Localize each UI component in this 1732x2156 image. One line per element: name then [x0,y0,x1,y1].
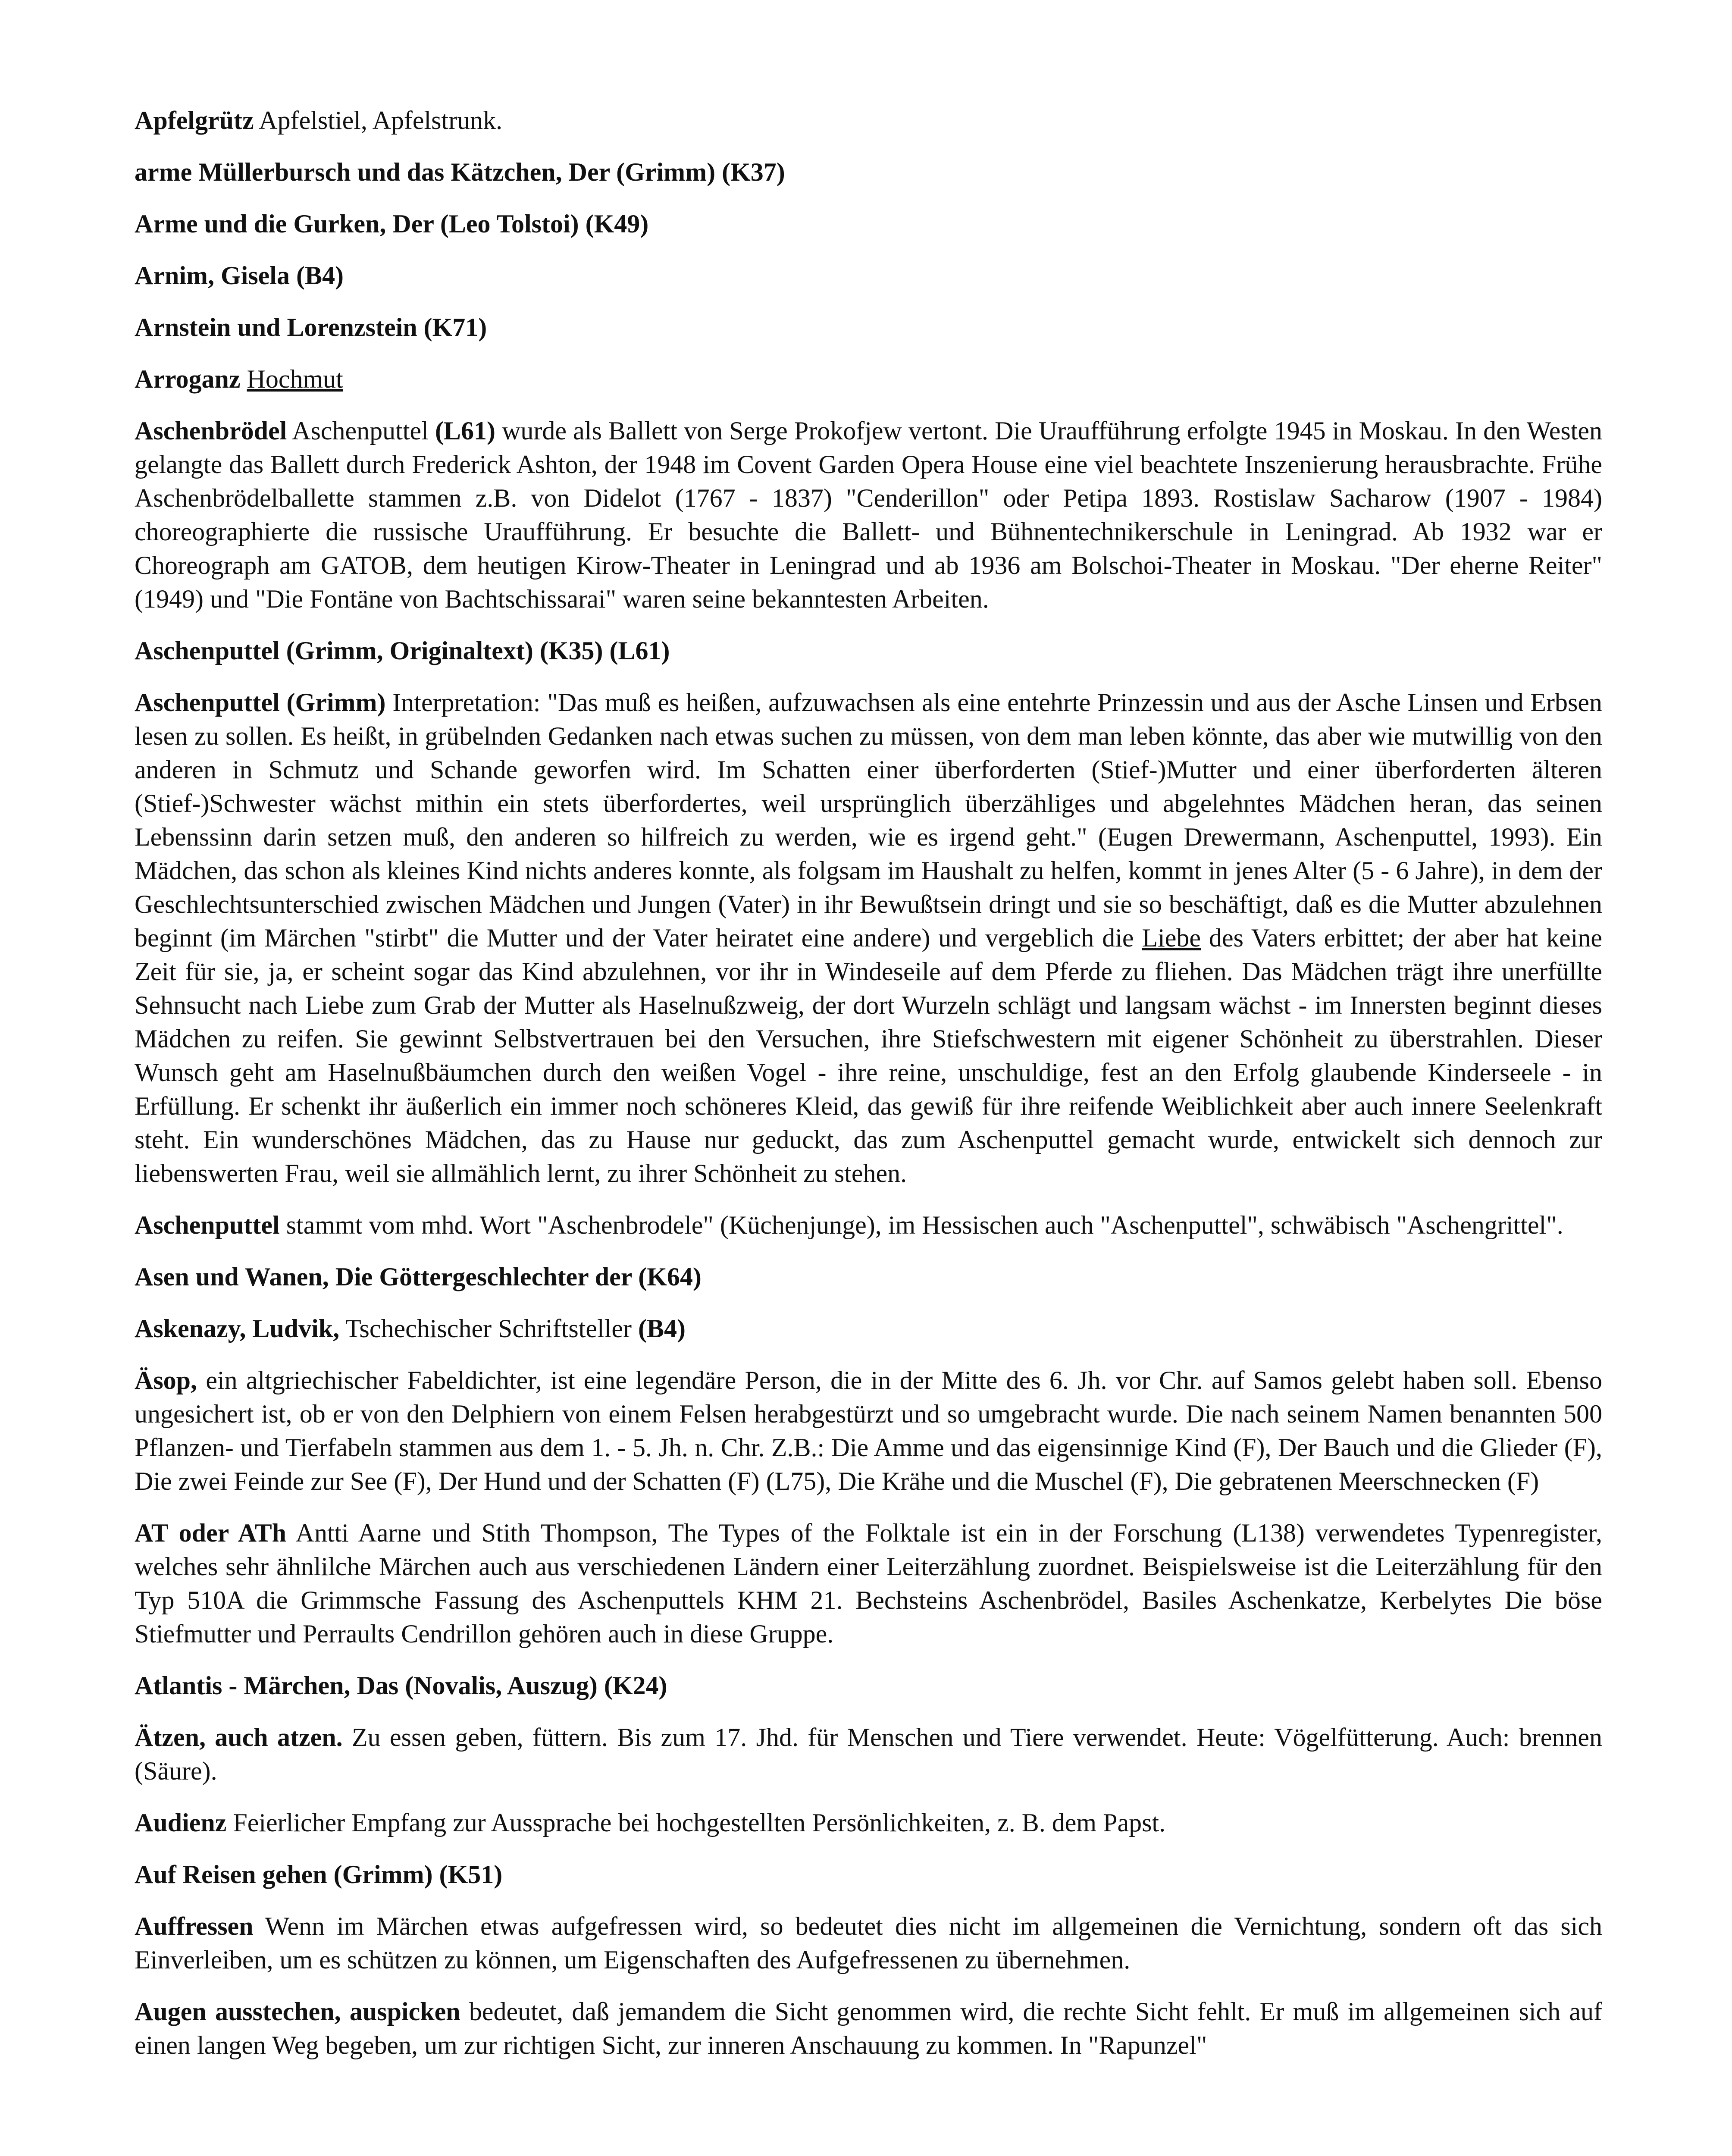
entry-heading: (L61) [435,417,495,445]
cross-reference-link[interactable]: Hochmut [247,365,343,393]
glossary-entry [135,1858,1602,1891]
glossary-entry [135,1363,1602,1498]
entry-heading: Arme und die Gurken, Der (Leo Tolstoi) (K49) [135,210,649,238]
entry-heading: Ätzen, auch atzen. [135,1723,343,1752]
entry-text: stammt vom mhd. Wort "Aschenbrodele" (Küchenjunge), im Hessischen auch "Aschenputtel", schwäbisch "Aschengrittel". [279,1211,1563,1239]
entry-text: Zu essen geben, füttern. Bis zum 17. Jhd. für Menschen und Tiere verwendet. Heute: Vögelfütterung. Auch: brennen (Säure). [135,1723,1602,1785]
glossary-entry [135,259,1602,292]
entry-heading: Aschenbrödel [135,417,287,445]
glossary-entry [135,1312,1602,1345]
entry-text: Apfelstiel, Apfelstrunk. [254,106,503,135]
entry-text [241,365,247,393]
entry-heading: Arnstein und Lorenzstein (K71) [135,313,487,342]
glossary-entry [135,1260,1602,1294]
entry-text: des Vaters erbittet; der aber hat keine Zeit für sie, ja, er scheint sogar das Kind abzulehnen, vor ihr in Windeseile auf dem Pferde zu fliehen. Das Mädchen trägt ihre unerfüllte Sehnsucht nach Liebe zum Grab der Mutter als Haselnußzweig, der dort Wurzeln schlägt und langsam wächst - im Innersten beginnt dieses Mädchen zu reifen. Sie gewinnt Selbstvertrauen bei den Versuchen, ihre Stiefschwestern mit eigener Schönheit zu überstrahlen. Dieser Wunsch geht am Haselnußbäumchen durch den weißen Vogel - ihre reine, unschuldige, fest an den Erfolg glaubende Kinderseele - in Erfüllung. Er schenkt ihr äußerlich ein immer noch schöneres Kleid, das gewiß für ihre reifende Weiblichkeit aber auch innere Seelenkraft steht. Ein wunderschönes Mädchen, das zu Hause nur geduckt, das zum Aschenputtel gemacht wurde, entwickelt sich dennoch zur liebenswerten Frau, weil sie allmählich lernt, zu ihrer Schönheit zu stehen. [135,924,1603,1188]
entry-heading: Apfelgrütz [135,106,254,135]
glossary-entry [135,1909,1602,1977]
cross-reference-link[interactable]: Liebe [1142,924,1201,952]
entry-heading: Asen und Wanen, Die Göttergeschlechter der (K64) [135,1263,702,1291]
glossary-entry [135,1806,1602,1839]
entry-heading: AT oder ATh [135,1519,287,1547]
glossary-entry [135,155,1602,189]
glossary-entry [135,414,1602,616]
entry-text: Tschechischer Schriftsteller [339,1314,638,1343]
entry-heading: Arroganz [135,365,241,393]
glossary-entry [135,1208,1602,1242]
glossary-entry [135,634,1602,667]
entry-text: Interpretation: "Das muß es heißen, aufzuwachsen als eine entehrte Prinzessin und aus der Asche Linsen und Erbsen lesen zu sollen. Es heißt, in grübelnden Gedanken nach etwas suchen zu müssen, von dem man leben könnte, das aber wie mutwillig von den anderen in Schmutz und Schande geworfen wird. Im Schatten einer überforderten (Stief-)Mutter und einer überforderten älteren (Stief-)Schwester wächst mithin ein stets überfordertes, weil ursprünglich überzähliges und abgelehntes Mädchen heran, das seinen Lebenssinn darin setzen muß, den anderen so hilfreich zu werden, wie es irgend geht." (Eugen Drewermann, Aschenputtel, 1993). Ein Mädchen, das schon als kleines Kind nichts anderes konnte, als folgsam im Haushalt zu helfen, kommt in jenes Alter (5 - 6 Jahre), in dem der Geschlechtsunterschied zwischen Mädchen und Jungen (Vater) in ihr Bewußtsein dringt und sie so beschäftigt, daß es die Mutter abzulehnen beginnt (im Märchen "stirbt" die Mutter und der Vater heiratet eine andere) und vergeblich die [135,688,1602,952]
entry-text: wurde als Ballett von Serge Prokofjew vertont. Die Uraufführung erfolgte 1945 in Moskau. In den Westen gelangte das Ballett durch Frederick Ashton, der 1948 im Covent Garden Opera House eine viel beachtete Inszenierung herausbrachte. Frühe Aschenbrödelballette stammen z.B. von Didelot (1767 - 1837) "Cenderillon" oder Petipa 1893. Rostislaw Sacharow (1907 - 1984) choreographierte die russische Uraufführung. Er besuchte die Ballett- und Bühnentechnikerschule in Leningrad. Ab 1932 war er Choreograph am GATOB, dem heutigen Kirow-Theater in Leningrad und ab 1936 am Bolschoi-Theater in Moskau. "Der eherne Reiter" (1949) und "Die Fontäne von Bachtschissarai" waren seine bekanntesten Arbeiten. [135,417,1602,613]
entry-heading: Augen ausstechen, auspicken [135,1997,460,2026]
entry-heading: Arnim, Gisela (B4) [135,261,344,290]
entry-heading: Äsop, [135,1366,197,1395]
glossary-entry [135,207,1602,241]
glossary-entries [135,103,1602,2080]
glossary-entry [135,103,1602,137]
entry-text: Feierlicher Empfang zur Aussprache bei hochgestellten Persönlichkeiten, z. B. dem Papst. [226,1808,1166,1837]
entry-heading: (B4) [638,1314,686,1343]
entry-heading: Aschenputtel (Grimm, Originaltext) (K35) (L61) [135,636,670,665]
entry-heading: Aschenputtel (Grimm) [135,688,386,717]
glossary-entry [135,310,1602,344]
entry-heading: Aschenputtel [135,1211,280,1239]
entry-heading: Auf Reisen gehen (Grimm) (K51) [135,1860,503,1889]
glossary-entry [135,1995,1602,2062]
glossary-entry [135,1720,1602,1788]
entry-heading: Atlantis - Märchen, Das (Novalis, Auszug) (K24) [135,1671,667,1700]
entry-text: ein altgriechischer Fabeldichter, ist eine legendäre Person, die in der Mitte des 6. Jh. vor Chr. auf Samos gelebt haben soll. Ebenso ungesichert ist, ob er von den Delphiern von einem Felsen herabgestürzt und so umgebracht wurde. Die nach seinem Namen benannten 500 Pflanzen- und Tierfabeln stammen aus dem 1. - 5. Jh. n. Chr. Z.B.: Die Amme und das eigensinnige Kind (F), Der Bauch und die Glieder (F), Die zwei Feinde zur See (F), Der Hund und der Schatten (F) (L75), Die Krähe und die Muschel (F), Die gebratenen Meerschnecken (F) [135,1366,1602,1495]
glossary-entry [135,686,1602,1190]
glossary-entry [135,1516,1602,1651]
glossary-entry [135,362,1602,396]
entry-heading: Auffressen [135,1912,254,1940]
entry-heading: arme Müllerbursch und das Kätzchen, Der (Grimm) (K37) [135,158,785,186]
entry-heading: Askenazy, Ludvik, [135,1314,340,1343]
entry-text: bedeutet, daß jemandem die Sicht genommen wird, die rechte Sicht fehlt. Er muß im allgemeinen sich auf einen langen Weg begeben, um zur richtigen Sicht, zur inneren Anschauung zu kommen. In "Rapunzel" [135,1997,1602,2059]
entry-text: Antti Aarne und Stith Thompson, The Types of the Folktale ist ein in der Forschung (L138) verwendetes Typenregister, welches sehr ähnlilche Märchen auch aus verschiedenen Ländern einer Leiterzählung zuordnet. Beispielsweise ist die Leiterzählung für den Typ 510A die Grimmsche Fassung des Aschenputtels KHM 21. Bechsteins Aschenbrödel, Basiles Aschenkatze, Kerbelytes Die böse Stiefmutter und Perraults Cendrillon gehören auch in diese Gruppe. [135,1519,1602,1648]
entry-text: Wenn im Märchen etwas aufgefressen wird, so bedeutet dies nicht im allgemeinen die Vernichtung, sondern oft das sich Einverleiben, um es schützen zu können, um Eigenschaften des Aufgefressenen zu übernehmen. [135,1912,1602,1974]
entry-text: Aschenputtel [287,417,435,445]
entry-heading: Audienz [135,1808,227,1837]
glossary-entry [135,1669,1602,1702]
